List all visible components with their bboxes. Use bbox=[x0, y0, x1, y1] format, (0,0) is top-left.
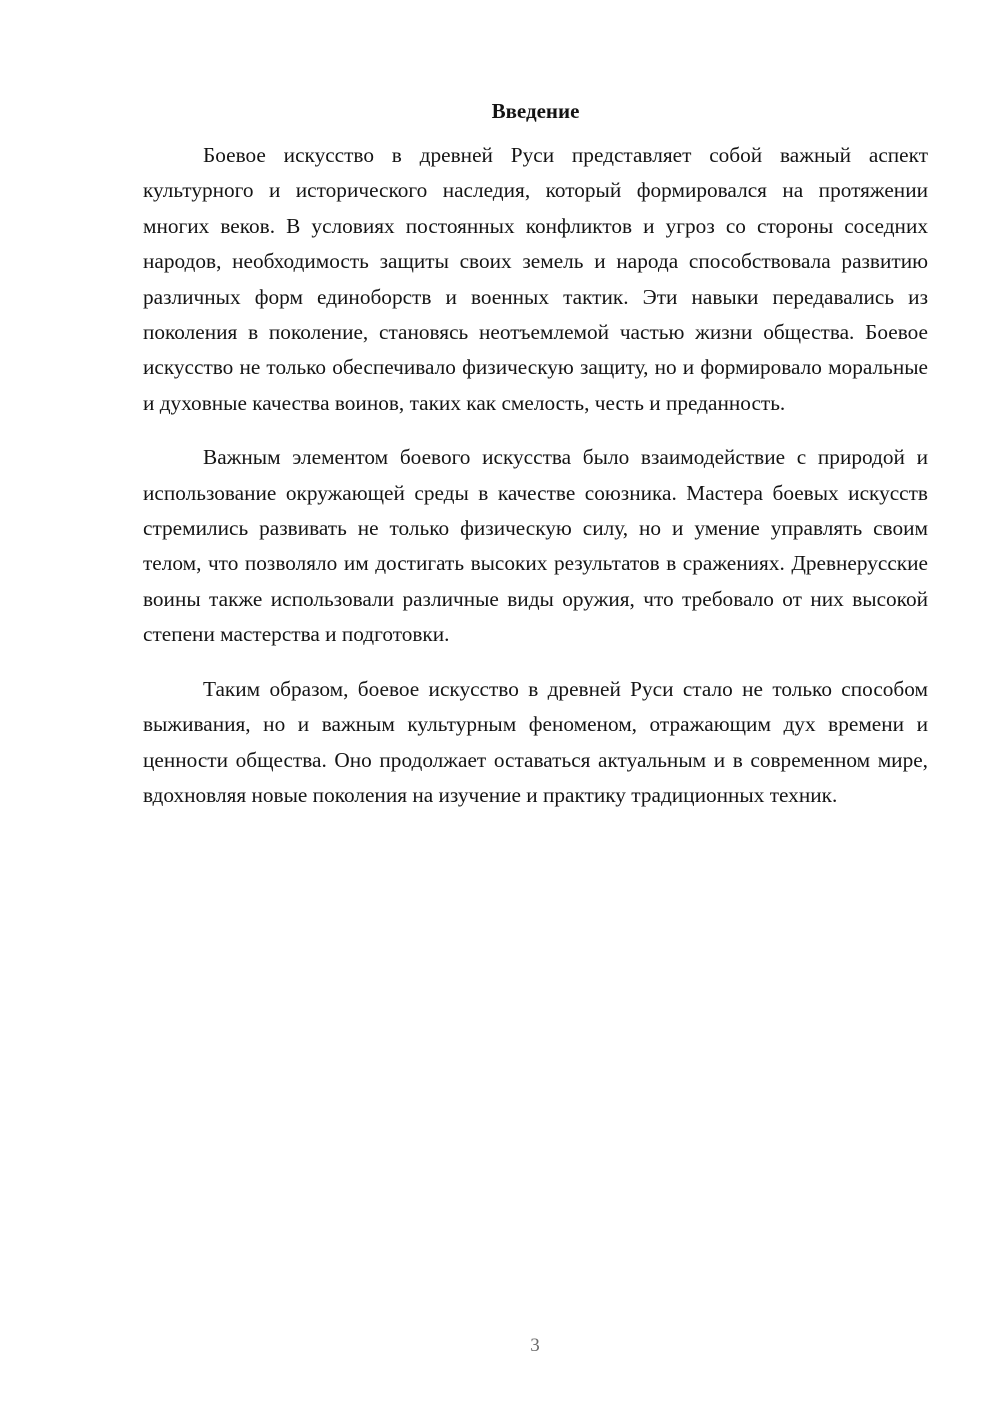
section-title: Введение bbox=[491, 99, 580, 123]
page-content bbox=[143, 96, 928, 832]
paragraph-2: Важным элементом боевого искусства было взаимодействие с природой и использование окружающей среды в качестве союзника. Мастера боевых искусств стремились развивать не только физическую силу, но и умение управлять своим телом, что позволяло им достигать высоких результатов в сражениях. Древнерусские воины также использовали различные виды оружия, что требовало от них высокой степени мастерства и подготовки. bbox=[143, 445, 928, 647]
paragraph-3: Таким образом, боевое искусство в древней Руси стало не только способом выживания, но и важным культурным феноменом, отражающим дух времени и ценности общества. Оно продолжает оставаться актуальным и в современном мире, вдохновляя новые поколения на изучение и практику традиционных техник. bbox=[143, 676, 928, 807]
page-number: 3 bbox=[530, 1335, 540, 1356]
paragraph-1: Боевое искусство в древней Руси представляет собой важный аспект культурного и исторического наследия, который формировался на протяжении многих веков. В условиях постоянных конфликтов и угроз со стороны соседних народов, необходимость защиты своих земель и народа способствовала развитию различных форм единоборств и военных тактик. Эти навыки передавались из поколения в поколение, становясь неотъемлемой частью жизни общества. Боевое искусство не только обеспечивало физическую защиту, но и формировало моральные и духовные качества воинов, таких как смелость, честь и преданность. bbox=[143, 143, 928, 415]
